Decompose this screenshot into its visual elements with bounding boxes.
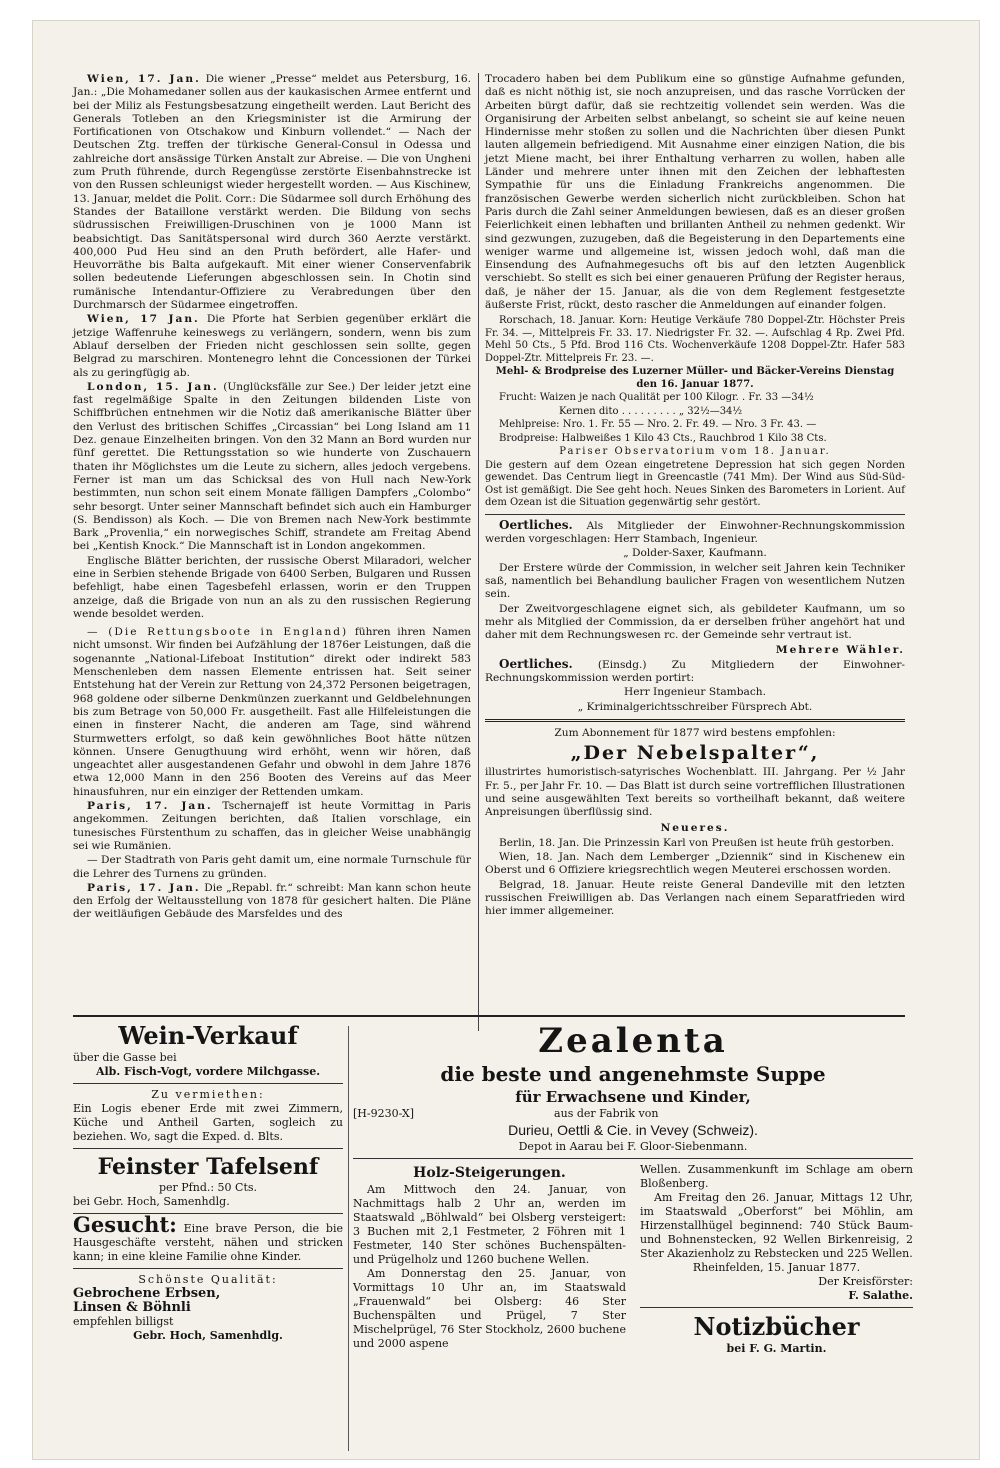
ads-column-divider: [348, 1026, 349, 1451]
ad-holz-col2: [640, 1163, 913, 1356]
divider: [73, 1083, 343, 1084]
article-text: Tschernajeff ist heute Vormittag in Paris angekommen. Zeitungen berichten, daß Italien vorschlage, ein tunesisches Fürstenthum zu schaffen, das in gleicher Weise unabhängig sei wie Rumänien.: [73, 800, 471, 852]
news-wien: Wien, 18. Jan. Nach dem Lemberger „Dziennik“ sind in Kischenew ein Oberst und 6 Offiziere kriegsrechtlich wegen Meuterei erschossen worden.: [485, 851, 905, 877]
oertliches-1: [485, 519, 905, 547]
ad-text: empfehlen billigst: [73, 1315, 174, 1328]
observatory-head: Pariser Observatorium vom 18. Januar.: [559, 446, 831, 458]
article-subhead: — (Die Rettungsboote in England): [87, 626, 349, 639]
oertliches-2-a: Herr Ingenieur Stambach.: [624, 686, 766, 699]
dateline: Paris, 17. Jan.: [87, 800, 213, 813]
ad-text: Am Mittwoch den 24. Januar, von Nachmittags halb 2 Uhr an, werden im Staatswald „Böhlwald“ bei Olsberg versteigert: 3 Buchen mit 2,1 Festmeter, 2 Föhren mit 1 Festmeter, 140 Ster schönes Buchenspälten- und Prügelholz und 1260 buchene Wellen.: [353, 1183, 626, 1266]
oertliches-1-candidate: „ Dolder-Saxer, Kaufmann.: [623, 547, 767, 560]
section-heading: Oertliches.: [499, 517, 573, 532]
divider: [485, 514, 905, 515]
ad-text: Wellen. Zusammenkunft im Schlage am obern Bloßenberg.: [640, 1163, 913, 1190]
section-heading: Oertliches.: [499, 656, 573, 671]
ad-holz: [353, 1163, 913, 1356]
ad-text: bei Gebr. Hoch, Samenhdlg.: [73, 1195, 230, 1208]
divider: [73, 1148, 343, 1149]
ad-text: Linsen & Böhnli: [73, 1300, 191, 1315]
divider: [73, 1268, 343, 1269]
oertliches-1-signature: Mehrere Wähler.: [775, 643, 905, 656]
ad-signature: F. Salathe.: [848, 1289, 913, 1302]
ad-text: Gebrochene Erbsen,: [73, 1286, 221, 1301]
oertliches-1-p3: Der Zweitvorgeschlagene eignet sich, als gebildeter Kaufmann, um so mehr als Mitglied der Commission, da er derselben früher angehört hat und daher mit dem Rechnungswesen rc. der Gemeinde sehr vertraut ist.: [485, 602, 905, 642]
right-column: [485, 73, 905, 920]
article-rettungsboote: [73, 626, 471, 799]
ads-left: [73, 1021, 343, 1343]
ad-gesucht: [73, 1212, 344, 1264]
market-section: [485, 315, 905, 510]
ad-text: Rheinfelden, 15. Januar 1877.: [692, 1261, 861, 1274]
market-frucht: Frucht: Waizen je nach Qualität per 100 Kilogr. . Fr. 33 —34½: [499, 392, 814, 404]
ad-title: Feinster Tafelsenf: [97, 1154, 319, 1180]
ad-text: über die Gasse bei: [73, 1051, 177, 1064]
article-wien-pforte: [73, 313, 471, 379]
ads-right: [353, 1021, 913, 1356]
article-paris-1: [73, 800, 471, 853]
ad-firm: Durieu, Oettli & Cie. in Vevey (Schweiz).: [508, 1122, 758, 1138]
article-text: Die Pforte hat Serbien gegenüber erklärt die jetzige Waffenruhe keineswegs zu verlängern, sondern, wenn bis zum Ablauf derselben der Frieden nicht geschlossen sein sollte, gegen Belgrad zu marschiren. Montenegro lehnt die Concessionen der Türkei als zu geringfügig ab.: [73, 313, 471, 379]
nebelspalter-text: illustrirtes humoristisch-satyrisches Wochenblatt. III. Jahrgang. Per ½ Jahr Fr. 5., per Jahr Fr. 10. — Das Blatt ist durch seine vortrefflichen Illustrationen und seine ausgewählten Text bereits so vortheilhaft bekannt, daß weitere Anpreisungen überflüssig sind.: [485, 766, 905, 819]
column-divider: [478, 73, 479, 1031]
ad-title: Notizbücher: [693, 1312, 860, 1341]
article-text: Die „Repabl. fr.“ schreibt: Man kann schon heute den Erfolg der Weltausstellung von 1878 für gesichert halten. Die Pläne der weitläufigen Gebäude des Marsfeldes und des: [73, 881, 471, 921]
ad-text: Der Kreisförster:: [818, 1275, 913, 1288]
ad-gesucht-body: [73, 1212, 344, 1264]
article-wien-presse: [73, 73, 471, 312]
ad-code: [H-9230-X]: [353, 1107, 415, 1120]
article-paris-2: [73, 882, 471, 922]
ad-text: Eine brave Person, die bie Hausgeschäfte versteht, nähen und stricken kann; in eine kleine Familie ohne Kinder.: [73, 1222, 344, 1263]
ad-holz-col1: [353, 1163, 626, 1356]
divider: [640, 1307, 913, 1308]
news-belgrad: Belgrad, 18. Januar. Heute reiste General Dandeville mit den letzten russischen Freiwilligen ab. Das Verlangen nach einem Separatfrieden wird hier immer allgemeiner.: [485, 878, 905, 918]
section-text: Als Mitglieder der Einwohner-Rechnungskommission werden vorgeschlagen: Herr Stambach, Ingenieur.: [485, 519, 905, 546]
ad-wein: [73, 1021, 343, 1079]
ad-title: Wein-Verkauf: [118, 1021, 298, 1050]
ad-text: Gebr. Hoch, Samenhdlg.: [133, 1329, 283, 1342]
ad-zealenta: [353, 1021, 913, 1154]
left-column: [73, 73, 471, 923]
observatory-text: Die gestern auf dem Ozean eingetretene Depression hat sich gegen Norden gewendet. Das Centrum liegt in Greencastle (741 Mm). Der Wind aus Süd-Süd-Ost ist gemäßigt. Die See geht hoch. Neues Sinken des Barometers in Lorient. Auf dem Ozean ist die Situation gegenwärtig sehr gestört.: [485, 459, 905, 509]
dateline: London, 15. Jan.: [87, 380, 219, 393]
ad-title: Holz-Steigerungen.: [413, 1165, 566, 1181]
divider: [353, 1158, 913, 1159]
ad-text: per Pfnd.: 50 Cts.: [158, 1181, 258, 1194]
ad-erbsen: [73, 1273, 343, 1343]
market-luzern-head: Mehl- & Brodpreise des Luzerner Müller- und Bäcker-Vereins Dienstag den 16. Januar 1877.: [495, 366, 895, 390]
ad-tafelsenf: [73, 1153, 343, 1209]
ad-text: Ein Logis ebener Erde mit zwei Zimmern, Küche und Antheil Garten, sogleich zu beziehen. Wo, sagt die Exped. d. Blts.: [73, 1102, 343, 1143]
article-text: führen ihren Namen nicht umsonst. Wir finden bei Aufzählung der 1876er Leistungen, daß die sogenannte „National-Lifeboat Institution“ direkt oder indirekt 583 Menschenleben dem nassen Elemente entrissen hat. Seit seiner Entstehung hat der Verein zur Rettung von 24,372 Personen beigetragen, 968 goldene oder silberne Denkmünzen zuerkannt und Geldbelehnungen bis zum Betrage von 50,000 Fr. ausgetheilt. Fast alle Hilfeleistungen die einen in finsterer Nacht, die anderen am Tage, sind während Sturmwetters erfolgt, so daß kein gewöhnliches Boot hätte nützen können. Unsere Genugthuung wird erhöht, wenn wir hören, daß ungeachtet aller ausgestandenen Gefahr und obwohl in dem Jahre 1876 etwa 12,000 Mann in den 256 Booten des Vereins auf das Meer hinausfuhren, nur ein einziger der Rettenden umkam.: [73, 626, 471, 798]
ad-title: Gesucht:: [73, 1212, 177, 1237]
abonnement-line: Zum Abonnement für 1877 wird bestens empfohlen:: [554, 727, 836, 739]
article-text: Die wiener „Presse“ meldet aus Petersburg, 16. Jan.: „Die Mohamedaner sollen aus der kaukasischen Armee entfernt und bei der Miliz als Festungsbesatzung eingetheilt werden. Laut Bericht des Generals Totleben an den Kriegsminister ist die Armirung der Fortificationen von Otschakow und Kinburn vollendet.“ — Nach der Deutschen Ztg. treffen der türkische General-Consul in Odessa und zahlreiche dort ansässige Türken Anstalt zur Abreise. — Die von Ungheni zum Pruth führende, durch Regengüsse zerstörte Eisenbahnstrecke ist von den Russen schleunigst wieder hergestellt worden. — Aus Kischinew, 13. Januar, meldet die Polit. Corr.: Die Südarmee soll durch Erhöhung des Standes der Bataillone verstärkt werden. Die Bildung von sechs südrussischen Freiwilligen-Druschinen von je 1000 Mann ist beabsichtigt. Das Sanitätspersonal wird durch 360 Aerzte verstärkt. 400,000 Pud Heu sind an den Pruth befördert, alle Hafer- und Heuvorräthe bis Balta aufgekauft. Mit einer wiener Conservenfabrik sollen bedeutende Lieferungen abgeschlossen sein. In Chotin sind rumänische Intendantur-Offiziere zu Verabredungen über den Durchmarsch der Südarmee eingetroffen.: [73, 73, 471, 312]
market-mehl: Mehlpreise: Nro. 1. Fr. 55 — Nro. 2. Fr. 49. — Nro. 3 Fr. 43. —: [499, 419, 817, 431]
ad-heading: Schönste Qualität:: [138, 1273, 278, 1286]
ad-text: aus der Fabrik von: [554, 1107, 659, 1120]
dateline: Wien, 17. Jan.: [87, 73, 201, 85]
ad-text: Am Freitag den 26. Januar, Mittags 12 Uhr, im Staatswald „Oberforst“ bei Möhlin, am Hirzenstallhügel beginnend: 740 Stück Baum- und Bohnenstecken, 92 Wellen Birkenreisig, 2 Ster Akazienholz zu Rebstecken und 225 Wellen.: [640, 1191, 913, 1260]
ad-zealenta-line: [353, 1107, 913, 1121]
ad-text: Alb. Fisch-Vogt, vordere Milchgasse.: [95, 1065, 321, 1078]
ad-logis: [73, 1088, 343, 1144]
ads-divider: [73, 1015, 905, 1017]
article-subhead: (Unglücksfälle zur See.): [223, 380, 356, 393]
divider: [485, 719, 905, 722]
market-kernen: Kernen dito . . . . . . . . . „ 32½—34½: [559, 405, 743, 417]
ad-text: Depot in Aarau bei F. Gloor-Siebenmann.: [518, 1140, 748, 1153]
newspaper-page: [32, 20, 980, 1460]
dateline: Wien, 17 Jan.: [87, 313, 200, 326]
oertliches-2: [485, 658, 905, 686]
market-brod: Brodpreise: Halbweißes 1 Kilo 43 Cts., Rauchbrod 1 Kilo 38 Cts.: [499, 432, 827, 444]
ad-title: Zealenta: [538, 1021, 728, 1061]
article-paris-turnschule: — Der Stadtrath von Paris geht damit um, eine normale Turnschule für die Lehrer des Turnens zu gründen.: [73, 854, 471, 880]
article-london: [73, 381, 471, 554]
article-trocadero: Trocadero haben bei dem Publikum eine so günstige Aufnahme gefunden, daß es nicht nöthig ist, sie noch anzupreisen, und das rasche Vorrücken der Arbeiten bürgt dafür, daß sie rechtzeitig vollendet sein werden. Was die Organisirung der Arbeiten selbst anbelangt, so scheint sie auf keine neuen Hindernisse mehr stoßen zu sollen und die Nachrichten über diesen Punkt lauten allgemein befriedigend. Mit Ausnahme einer einzigen Nation, die bis jetzt Miene macht, bei ihrer Enthaltung verharren zu wollen, haben alle Länder und mehrere unter ihnen mit den Zeichen der lebhaftesten Sympathie für uns die Einladung Frankreichs angenommen. Die französischen Gewerbe werden sicherlich nicht zurückbleiben. Schon hat Paris durch die Zahl seiner Anmeldungen bewiesen, daß es an dieser großen Feierlichkeit einen lebhaften und brillanten Antheil zu nehmen gedenkt. Wir sind gezwungen, zuzugeben, daß die Begeisterung in den Departements eine weniger warme und allgemeine ist, wissen jedoch wohl, daß man die Einsendung des Aufnahmegesuchs oft bis auf den letzten Augenblick verschiebt. So stellt es sich bei einer genaueren Prüfung der Register heraus, daß, je näher der 15. Januar, als die von dem Reglement festgesetzte äußerste Frist, rückt, desto rascher die Anmeldungen auf einander folgen.: [485, 73, 905, 312]
ad-text: bei F. G. Martin.: [726, 1342, 827, 1355]
nebelspalter-title: „Der Nebelspalter“,: [570, 742, 820, 765]
oertliches-2-b: „ Kriminalgerichtsschreiber Fürsprech Abt.: [577, 700, 813, 713]
ad-heading: Zu vermiethen:: [151, 1088, 265, 1101]
section-text: (Einsdg.) Zu Mitgliedern der Einwohner-Rechnungskommission werden portirt:: [485, 658, 905, 685]
ad-text: Am Donnerstag den 25. Januar, von Vormittags 10 Uhr an, im Staatswald „Frauenwald“ bei Olsberg: 46 Ster Buchenspälten und Prügel, 7 Ster Mischelprügel, 76 Ster Stockholz, 2600 buchene und 2000 aspene: [353, 1267, 626, 1350]
ad-subtitle: für Erwachsene und Kinder,: [515, 1088, 751, 1106]
market-rorschach: Rorschach, 18. Januar. Korn: Heutige Verkäufe 780 Doppel-Ztr. Höchster Preis Fr. 34. —, Mittelpreis Fr. 33. 17. Niedrigster Fr. 32. —. Aufschlag 4 Rp. Zwei Pfd. Mehl 50 Cts., 5 Pfd. Brod 116 Cts. Wochenverkäufe 1208 Doppel-Ztr. Hafer 583 Doppel-Ztr. Mittelpreis Fr. 23. —.: [485, 315, 905, 364]
oertliches-1-p2: Der Erstere würde der Commission, in welcher seit Jahren kein Techniker saß, namentlich bei Behandlung baulicher Fragen von wesentlichem Nutzen sein.: [485, 561, 905, 601]
ad-subtitle: die beste und angenehmste Suppe: [440, 1062, 826, 1086]
article-englische-blaetter: Englische Blätter berichten, der russische Oberst Milaradori, welcher eine in Serbien stehende Brigade von 6400 Serben, Bulgaren und Russen befehligt, habe einen Tagesbefehl erlassen, worin er den Truppen anzeige, daß die Brigade von nun an als zu den russischen Regierung wende besoldet werden.: [73, 554, 471, 620]
dateline: Paris, 17. Jan.: [87, 881, 201, 894]
article-text: Der leider jetzt eine fast regelmäßige Spalte in den Zeitungen bildenden Liste von Schiffbrüchen entnehmen wir die Notiz daß amerikanische Blätter über den Verlust des britischen Schiffes „Circassian“ bei Long Island am 11 Dez. genaue Einzelheiten bringen. Von den 32 Mann an Bord wurden nur fünf gerettet. Die Rettungsstation so wie hunderte von Zuschauern thaten ihr Möglichstes um die Leute zu sichern, alles jedoch vergebens. Ferner ist man um das Schicksal des von Hull nach New-York bestimmten, nun schon seit einem Monate fälligen Dampfers „Colombo“ sehr besorgt. Unter seiner Mannschaft befindet sich auch ein Hamburger (S. Bendisson) als Koch. — Die von Bremen nach New-York bestimmte Bark „Provenlia,“ ein norwegisches Schiff, strandete am Freitag Abend bei „Kentish Knock.“ Die Mannschaft ist in London angekommen.: [73, 380, 471, 553]
news-berlin: Berlin, 18. Jan. Die Prinzessin Karl von Preußen ist heute früh gestorben.: [499, 836, 895, 849]
neueres-heading: Neueres.: [660, 822, 730, 835]
